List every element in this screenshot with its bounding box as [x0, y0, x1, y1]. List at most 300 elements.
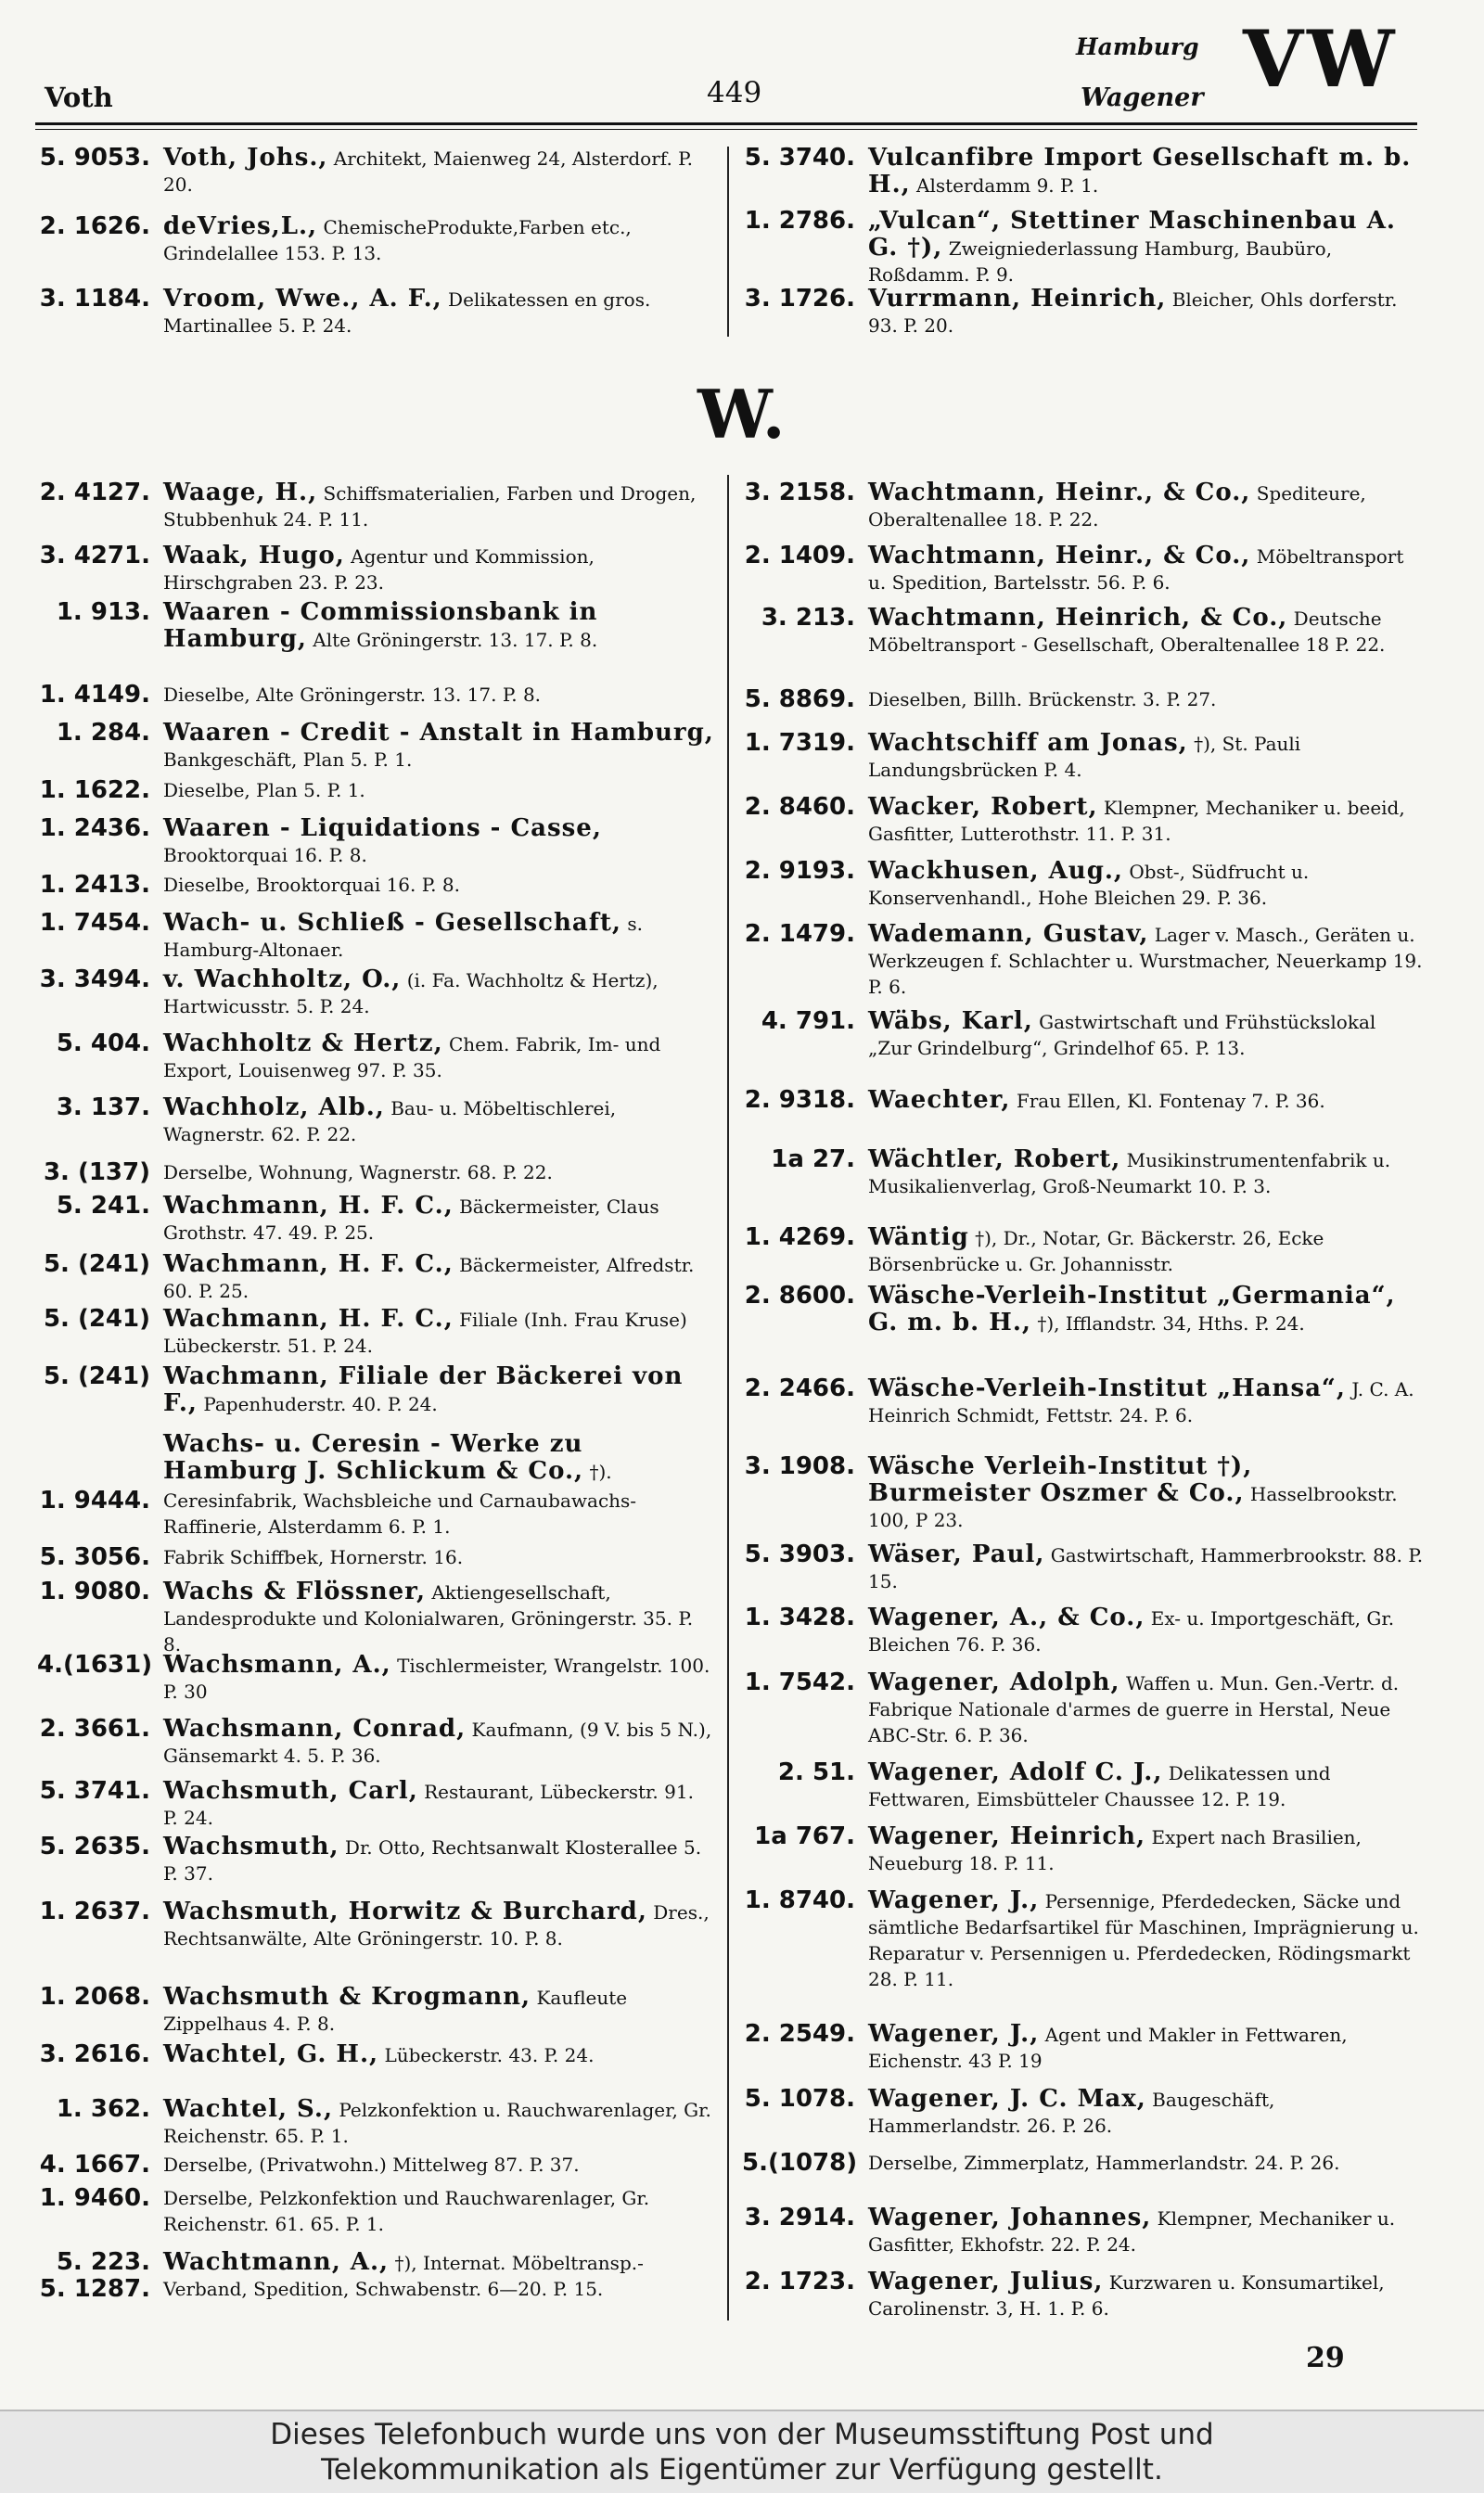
- subscriber-name: Wagener, Heinrich,: [868, 1822, 1146, 1850]
- subscriber-details: Chem. Fabrik, Im- und Export, Louisenweg 97. P. 35.: [163, 1033, 661, 1081]
- directory-entry: [742, 286, 1424, 339]
- directory-entry: [37, 910, 714, 963]
- subscriber-name: Wachs & Flössner,: [163, 1578, 426, 1605]
- header-rule-thin: [35, 129, 1417, 130]
- phone-number: [742, 2205, 855, 2257]
- phone-number: [37, 543, 150, 595]
- phone-number: [37, 213, 150, 266]
- phone-number: [37, 2249, 150, 2303]
- phone-number: [37, 872, 150, 899]
- provenance-footer: [0, 2410, 1484, 2493]
- subscriber-name: Wachsmann, A.,: [163, 1651, 391, 1679]
- entry-text: [163, 720, 714, 773]
- directory-entry: [37, 815, 714, 868]
- subscriber-name: Waaren - Liquidations - Casse,: [163, 814, 602, 842]
- subscriber-details: Brooktorquai 16. P. 8.: [163, 844, 367, 866]
- header-right-keyword: Wagener: [1081, 83, 1204, 112]
- entry-text: [163, 1306, 714, 1359]
- subscriber-name: Wäsche-Verleih-Institut „Germania“, G. m. b. H.,: [868, 1282, 1396, 1336]
- entry-text: [163, 1778, 714, 1831]
- entry-text: [163, 1159, 714, 1186]
- phone-number-value: 3. (137): [43, 1158, 150, 1186]
- phone-number: [742, 1541, 855, 1594]
- phone-number: [742, 1087, 855, 1114]
- directory-entry: [742, 1759, 1424, 1812]
- subscriber-details: Derselbe, Zimmerplatz, Hammerlandstr. 24. P. 26.: [868, 2152, 1340, 2174]
- phone-number: [742, 286, 855, 339]
- subscriber-details: Kaufleute Zippelhaus 4. P. 8.: [163, 1987, 628, 2035]
- subscriber-name: Wachsmuth, Carl,: [163, 1777, 418, 1805]
- entry-text: [163, 1834, 714, 1886]
- subscriber-details: Klempner, Mechaniker u. Gasfitter, Ekhofstr. 22. P. 24.: [868, 2207, 1396, 2256]
- entry-text: [868, 1823, 1424, 1876]
- phone-number-value: 2. 2466.: [744, 1374, 855, 1402]
- subscriber-details: Restaurant, Lübeckerstr. 91. P. 24.: [163, 1781, 694, 1829]
- subscriber-name: Wachtel, G. H.,: [163, 2040, 379, 2068]
- entry-text: [163, 2249, 714, 2303]
- phone-number: [742, 1453, 855, 1533]
- phone-number-value: 1. 7454.: [39, 909, 150, 937]
- entry-text: [163, 1094, 714, 1147]
- directory-entry: [742, 2150, 1424, 2177]
- phone-number: [37, 1306, 150, 1359]
- entry-text: [163, 1899, 714, 1951]
- subscriber-details: Kurzwaren u. Konsumartikel, Carolinenstr. 3, H. 1. P. 6.: [868, 2271, 1385, 2320]
- phone-number-value: 2. 9193.: [744, 857, 855, 885]
- directory-entry: [37, 1488, 714, 1540]
- subscriber-name: Wackhusen, Aug.,: [868, 857, 1123, 885]
- directory-entry: [742, 1887, 1424, 1992]
- directory-entry: [742, 1283, 1424, 1336]
- phone-number: [742, 686, 855, 713]
- subscriber-name: Wäser, Paul,: [868, 1541, 1045, 1568]
- phone-number: [37, 145, 150, 198]
- entry-text: [868, 2205, 1424, 2257]
- phone-number-value: 2. 1723.: [744, 2268, 855, 2295]
- subscriber-details: Papenhuderstr. 40. P. 24.: [203, 1393, 438, 1415]
- directory-entry: [742, 1541, 1424, 1594]
- page-footer-number: 29: [1306, 2342, 1345, 2374]
- directory-entry: [37, 1431, 714, 1485]
- directory-entry: [37, 872, 714, 899]
- phone-number-value: 2. 8460.: [744, 793, 855, 821]
- subscriber-name: v. Wachholtz, O.,: [163, 965, 402, 993]
- subscriber-name: Wachmann, Filiale der Bäckerei von F.,: [163, 1362, 684, 1417]
- entry-text: [868, 1375, 1424, 1428]
- entry-text: [868, 1283, 1424, 1336]
- directory-entry: [742, 1146, 1424, 1199]
- phone-number-value: 5. 3056.: [39, 1543, 150, 1571]
- directory-entry: [37, 1652, 714, 1705]
- phone-number: [37, 1488, 150, 1540]
- subscriber-details: Lübeckerstr. 43. P. 24.: [384, 2044, 595, 2066]
- phone-number: [37, 1094, 150, 1147]
- phone-number-value: 1. 362.: [56, 2095, 150, 2123]
- phone-number: [37, 1251, 150, 1304]
- phone-number: [742, 1759, 855, 1812]
- subscriber-name: Wachtmann, A.,: [163, 2248, 390, 2276]
- subscriber-details: †), St. Pauli Landungsbrücken P. 4.: [868, 733, 1301, 781]
- subscriber-name: Wachmann, H. F. C.,: [163, 1305, 454, 1333]
- phone-number: [37, 682, 150, 709]
- subscriber-name: Waak, Hugo,: [163, 542, 345, 569]
- footer-line-1: Dieses Telefonbuch wurde uns von der Museumsstiftung Post und: [270, 2418, 1214, 2451]
- subscriber-details: Dieselbe, Alte Gröningerstr. 13. 17. P. 8.: [163, 684, 542, 706]
- entry-text: [868, 730, 1424, 783]
- subscriber-name: Wagener, Adolph,: [868, 1668, 1120, 1696]
- entry-text: [163, 543, 714, 595]
- subscriber-details: Tischlermeister, Wrangelstr. 100. P. 30: [163, 1655, 710, 1703]
- subscriber-name: Vurrmann, Heinrich,: [868, 285, 1167, 313]
- phone-number: [742, 794, 855, 847]
- subscriber-details: Dieselbe, Plan 5. P. 1.: [163, 779, 365, 801]
- subscriber-details: Filiale (Inh. Frau Kruse) Lübeckerstr. 51. P. 24.: [163, 1309, 687, 1357]
- phone-number: [37, 2096, 150, 2149]
- entry-text: [163, 1984, 714, 2037]
- directory-entry: [37, 2096, 714, 2149]
- directory-entry: [37, 543, 714, 595]
- directory-entry: [742, 1604, 1424, 1657]
- phone-number-value: 2. 1409.: [744, 542, 855, 569]
- subscriber-name: Wäntig: [868, 1223, 969, 1251]
- subscriber-details: Kaufmann, (9 V. bis 5 N.), Gänsemarkt 4. 5. P. 36.: [163, 1719, 712, 1767]
- subscriber-details: Dres., Rechtsanwälte, Alte Gröningerstr. 10. P. 8.: [163, 1901, 710, 1950]
- entry-text: [868, 2150, 1424, 2177]
- entry-text: [868, 1453, 1424, 1533]
- subscriber-name: Wachsmuth & Krogmann,: [163, 1983, 531, 2011]
- directory-entry: [742, 1087, 1424, 1114]
- phone-number: [742, 921, 855, 1000]
- phone-number: [37, 1363, 150, 1417]
- directory-entry: [37, 1030, 714, 1083]
- subscriber-details: Agent und Makler in Fettwaren, Eichenstr. 43 P. 19: [868, 2024, 1348, 2072]
- phone-number-value: 5. 1078.: [744, 2085, 855, 2113]
- subscriber-details: Musikinstrumentenfabrik u. Musikalienverlag, Groß-Neumarkt 10. P. 3.: [868, 1149, 1391, 1197]
- phone-number: [742, 2269, 855, 2321]
- phone-number: [37, 1159, 150, 1186]
- subscriber-details: Bau- u. Möbeltischlerei, Wagnerstr. 62. P. 22.: [163, 1097, 617, 1145]
- page-number: 449: [707, 76, 762, 109]
- entry-text: [163, 599, 714, 653]
- phone-number: [742, 1604, 855, 1657]
- entry-text: [163, 910, 714, 963]
- phone-number: [37, 1716, 150, 1769]
- subscriber-details: Baugeschäft, Hammerlandstr. 26. P. 26.: [868, 2089, 1275, 2137]
- entry-text: [163, 2152, 714, 2179]
- subscriber-details: Aktiengesellschaft, Landesprodukte und Kolonialwaren, Gröningerstr. 35. P. 8.: [163, 1581, 694, 1656]
- phone-number-value: 4. 791.: [761, 1007, 855, 1035]
- phone-number: [37, 286, 150, 339]
- subscriber-details: Pelzkonfektion u. Rauchwarenlager, Gr. Reichenstr. 65. P. 1.: [163, 2099, 711, 2147]
- phone-number-value: 3. 4271.: [39, 542, 150, 569]
- phone-number: [742, 2086, 855, 2139]
- phone-number-value: 2. 3661.: [39, 1715, 150, 1743]
- subscriber-name: Wademann, Gustav,: [868, 920, 1149, 948]
- phone-number: [742, 543, 855, 595]
- phone-number-value: 5. 404.: [56, 1029, 150, 1057]
- subscriber-details: Persennige, Pferdedecken, Säcke und sämtliche Bedarfsartikel für Maschinen, Imprägnierung u. Reparatur v. Persennigen u. Pferdedecken, Rödingsmarkt 28. P. 11.: [868, 1890, 1419, 1990]
- entry-text: [868, 1759, 1424, 1812]
- phone-number-value: 2. 2549.: [744, 2020, 855, 2048]
- subscriber-details: Derselbe, (Privatwohn.) Mittelweg 87. P. 37.: [163, 2154, 580, 2176]
- entry-text: [163, 872, 714, 899]
- directory-entry: [37, 1984, 714, 2037]
- directory-entry: [742, 1224, 1424, 1277]
- subscriber-name: Wächtler, Robert,: [868, 1145, 1121, 1173]
- phone-number-value: 5. 2635.: [39, 1833, 150, 1860]
- directory-entry: [742, 2086, 1424, 2139]
- entry-text: [868, 1008, 1424, 1061]
- subscriber-name: Vroom, Wwe., A. F.,: [163, 285, 442, 313]
- phone-number-value: 3. 2914.: [744, 2204, 855, 2231]
- subscriber-name: Wachholtz & Hertz,: [163, 1029, 443, 1057]
- subscriber-details: Delikatessen en gros. Martinallee 5. P. 24.: [163, 288, 651, 337]
- phone-number: [37, 2185, 150, 2237]
- directory-entry: [742, 686, 1424, 713]
- phone-number: [37, 479, 150, 532]
- phone-number-value: 2. 8600.: [744, 1282, 855, 1310]
- subscriber-name: Wagener, A., & Co.,: [868, 1604, 1145, 1631]
- phone-number-value: 1. 9080.: [39, 1578, 150, 1605]
- directory-entry: [742, 2021, 1424, 2074]
- subscriber-name: Wagener, Johannes,: [868, 2204, 1152, 2231]
- subscriber-details: Expert nach Brasilien, Neueburg 18. P. 11.: [868, 1826, 1362, 1874]
- entry-text: [163, 1251, 714, 1304]
- subscriber-details: s. Hamburg-Altonaer.: [163, 913, 643, 961]
- phone-number-value: 5. (241): [43, 1362, 150, 1390]
- directory-entry: [37, 2249, 714, 2303]
- entry-text: [163, 2041, 714, 2068]
- subscriber-details: Dieselben, Billh. Brückenstr. 3. P. 27.: [868, 688, 1217, 710]
- subscriber-name: Wagener, J. C. Max,: [868, 2085, 1146, 2113]
- entry-text: [868, 921, 1424, 1000]
- entry-text: [868, 286, 1424, 339]
- directory-entry: [742, 605, 1424, 658]
- subscriber-details: Ceresinfabrik, Wachsbleiche und Carnaubawachs-Raffinerie, Alsterdamm 6. P. 1.: [163, 1489, 637, 1538]
- phone-number: [742, 479, 855, 532]
- subscriber-name: Wacker, Robert,: [868, 793, 1098, 821]
- phone-number: [37, 599, 150, 653]
- phone-number: [37, 966, 150, 1019]
- directory-entry: [742, 794, 1424, 847]
- directory-entry: [37, 1159, 714, 1186]
- directory-entry: [37, 145, 714, 198]
- subscriber-name: Wagener, J.,: [868, 2020, 1040, 2048]
- directory-entry: [37, 599, 714, 653]
- subscriber-details: Alte Gröningerstr. 13. 17. P. 8.: [313, 629, 598, 651]
- subscriber-details: Alsterdamm 9. P. 1.: [916, 174, 1099, 197]
- entry-text: [163, 479, 714, 532]
- entry-text: [163, 1544, 714, 1571]
- subscriber-details: Delikatessen und Fettwaren, Eimsbütteler Chaussee 12. P. 19.: [868, 1762, 1331, 1810]
- entry-text: [163, 2185, 714, 2237]
- subscriber-details: Agentur und Kommission, Hirschgraben 23. P. 23.: [163, 545, 595, 594]
- header-left-keyword: Voth: [45, 82, 113, 113]
- phone-number-value: 1. 7542.: [744, 1668, 855, 1696]
- phone-number: [37, 1431, 150, 1485]
- subscriber-name: Waechter,: [868, 1086, 1011, 1114]
- entry-text: [163, 966, 714, 1019]
- directory-entry: [37, 682, 714, 709]
- directory-entry: [37, 777, 714, 804]
- subscriber-details: Gastwirtschaft, Hammerbrookstr. 88. P. 15.: [868, 1544, 1424, 1592]
- subscriber-details: Architekt, Maienweg 24, Alsterdorf. P. 20.: [163, 147, 693, 196]
- directory-entry: [37, 1716, 714, 1769]
- phone-number: [37, 910, 150, 963]
- entry-text: [868, 2021, 1424, 2074]
- phone-number-value: 3. 1184.: [39, 285, 150, 313]
- directory-entry: [37, 1579, 714, 1657]
- phone-number-value: 2. 1479.: [744, 920, 855, 948]
- entry-text: [163, 1030, 714, 1083]
- entry-text: [163, 777, 714, 804]
- phone-number: [37, 1579, 150, 1657]
- subscriber-name: Wäbs, Karl,: [868, 1007, 1033, 1035]
- subscriber-name: Voth, Johs.,: [163, 144, 328, 172]
- entry-text: [868, 1224, 1424, 1277]
- subscriber-details: †).: [589, 1461, 612, 1483]
- phone-number-value: 1. 7319.: [744, 729, 855, 757]
- subscriber-details: Fabrik Schiffbek, Hornerstr. 16.: [163, 1546, 464, 1568]
- directory-entry: [37, 1899, 714, 1951]
- phone-number-value: 5. 3740.: [744, 144, 855, 172]
- subscriber-name: Wachmann, H. F. C.,: [163, 1250, 454, 1278]
- subscriber-name: Wachholz, Alb.,: [163, 1093, 385, 1121]
- phone-number: [742, 858, 855, 911]
- entry-text: [868, 479, 1424, 532]
- phone-number-value: 1. 9444.: [39, 1487, 150, 1515]
- phone-number: [742, 1146, 855, 1199]
- entry-text: [163, 1363, 714, 1417]
- entry-text: [868, 858, 1424, 911]
- directory-entry: [37, 2041, 714, 2068]
- directory-entry: [37, 1094, 714, 1147]
- directory-entry: [37, 1193, 714, 1246]
- phone-number: [742, 208, 855, 288]
- phone-number-value: 1. 2786.: [744, 207, 855, 235]
- entry-text: [868, 1541, 1424, 1594]
- phone-number-value: 4.(1631): [37, 1651, 153, 1679]
- subscriber-details: Gastwirtschaft und Frühstückslokal „Zur Grindelburg“, Grindelhof 65. P. 13.: [868, 1011, 1376, 1059]
- section-letter: W.: [697, 375, 786, 454]
- entry-text: [868, 2086, 1424, 2139]
- phone-number-value: 5. 223.: [56, 2248, 150, 2276]
- entry-text: [163, 2096, 714, 2149]
- phone-number-value: 2. 1626.: [39, 212, 150, 240]
- subscriber-name: Wachtschiff am Jonas,: [868, 729, 1188, 757]
- phone-number-value: 1a 767.: [754, 1822, 855, 1850]
- subscriber-name: deVries,L.,: [163, 212, 318, 240]
- subscriber-name: Wachsmann, Conrad,: [163, 1715, 467, 1743]
- phone-number-value: 1. 2436.: [39, 814, 150, 842]
- entry-text: [163, 815, 714, 868]
- phone-number: [37, 1834, 150, 1886]
- subscriber-details: Klempner, Mechaniker u. beeid, Gasfitter, Lutterothstr. 11. P. 31.: [868, 797, 1405, 845]
- subscriber-name: Wagener, Adolf C. J.,: [868, 1758, 1163, 1786]
- subscriber-name: Wagener, Julius,: [868, 2268, 1104, 2295]
- phone-number: [742, 730, 855, 783]
- entry-text: [868, 208, 1424, 288]
- entry-text: [163, 1652, 714, 1705]
- directory-entry: [742, 858, 1424, 911]
- directory-entry: [37, 2152, 714, 2179]
- phone-number-value: 4. 1667.: [39, 2151, 150, 2179]
- phone-number-value: 3. 2616.: [39, 2040, 150, 2068]
- subscriber-details: Bankgeschäft, Plan 5. P. 1.: [163, 748, 413, 771]
- subscriber-details: Ex- u. Importgeschäft, Gr. Bleichen 76. P. 36.: [868, 1607, 1395, 1656]
- phone-number-value: 1. 284.: [56, 719, 150, 747]
- phone-number: [742, 1008, 855, 1061]
- subscriber-details: J. C. A. Heinrich Schmidt, Fettstr. 24. P. 6.: [868, 1378, 1414, 1426]
- subscriber-details: Lager v. Masch., Geräten u. Werkzeugen f. Schlachter u. Wurstmacher, Neuerkamp 19. P. 6.: [868, 924, 1423, 998]
- phone-number: [742, 1375, 855, 1428]
- subscriber-details: Derselbe, Pelzkonfektion und Rauchwarenlager, Gr. Reichenstr. 61. 65. P. 1.: [163, 2187, 650, 2235]
- phone-number: [37, 2041, 150, 2068]
- subscriber-details: Bleicher, Ohls dorferstr. 93. P. 20.: [868, 288, 1398, 337]
- entry-text: [868, 1669, 1424, 1748]
- footer-line-2: Telekommunikation als Eigentümer zur Verfügung gestellt.: [321, 2453, 1163, 2487]
- directory-entry: [37, 2185, 714, 2237]
- subscriber-name: Wäsche Verleih-Institut †), Burmeister Oszmer & Co.,: [868, 1452, 1253, 1507]
- phone-number: [37, 1030, 150, 1083]
- directory-entry: [742, 730, 1424, 783]
- entry-text: [868, 1146, 1424, 1199]
- phone-number: [742, 1224, 855, 1277]
- phone-number: [742, 605, 855, 658]
- phone-number-value: 2. 4127.: [39, 479, 150, 506]
- subscriber-details: †), Internat. Möbeltransp.-Verband, Spedition, Schwabenstr. 6—20. P. 15.: [163, 2252, 644, 2300]
- entry-text: [163, 1488, 714, 1540]
- entry-text: [868, 605, 1424, 658]
- subscriber-details: Möbeltransport u. Spedition, Bartelsstr. 56. P. 6.: [868, 545, 1404, 594]
- subscriber-details: Dr. Otto, Rechtsanwalt Klosterallee 5. P. 37.: [163, 1836, 702, 1885]
- directory-entry: [742, 543, 1424, 595]
- directory-entry: [37, 1778, 714, 1831]
- phone-number-value: 5. 8869.: [744, 685, 855, 713]
- directory-entry: [742, 145, 1424, 198]
- directory-entry: [37, 1363, 714, 1417]
- subscriber-details: Bäckermeister, Claus Grothstr. 47. 49. P. 25.: [163, 1195, 659, 1244]
- entry-text: [163, 1193, 714, 1246]
- directory-entry: [742, 479, 1424, 532]
- subscriber-name: Wachsmuth, Horwitz & Burchard,: [163, 1898, 647, 1925]
- directory-entry: [742, 1453, 1424, 1533]
- phone-number: [37, 815, 150, 868]
- phone-number-value: 5.(1078): [742, 2149, 858, 2177]
- phone-number-value: 5. 3741.: [39, 1777, 150, 1805]
- subscriber-details: Zweigniederlassung Hamburg, Baubüro, Roßdamm. P. 9.: [868, 237, 1333, 286]
- subscriber-name: „Vulcan“, Stettiner Maschinenbau A. G. †),: [868, 207, 1396, 262]
- directory-entry: [37, 966, 714, 1019]
- entry-text: [868, 543, 1424, 595]
- header-section-letters: VW: [1243, 13, 1399, 105]
- phone-number: [742, 1283, 855, 1336]
- phone-number-value: 1. 2068.: [39, 1983, 150, 2011]
- directory-entry: [742, 1375, 1424, 1428]
- phone-number: [37, 1984, 150, 2037]
- phone-number: [37, 1899, 150, 1951]
- subscriber-details: †), Ifflandstr. 34, Hths. P. 24.: [1037, 1312, 1305, 1335]
- phone-number-value: 1. 4269.: [744, 1223, 855, 1251]
- entry-text: [163, 213, 714, 266]
- phone-number-value: 1. 4149.: [39, 681, 150, 709]
- directory-entry: [37, 286, 714, 339]
- entry-text: [163, 682, 714, 709]
- subscriber-name: Wachtmann, Heinrich, & Co.,: [868, 604, 1288, 632]
- phone-number-value: 5. 3903.: [744, 1541, 855, 1568]
- column-divider-top: [727, 147, 729, 337]
- subscriber-name: Wäsche-Verleih-Institut „Hansa“,: [868, 1374, 1346, 1402]
